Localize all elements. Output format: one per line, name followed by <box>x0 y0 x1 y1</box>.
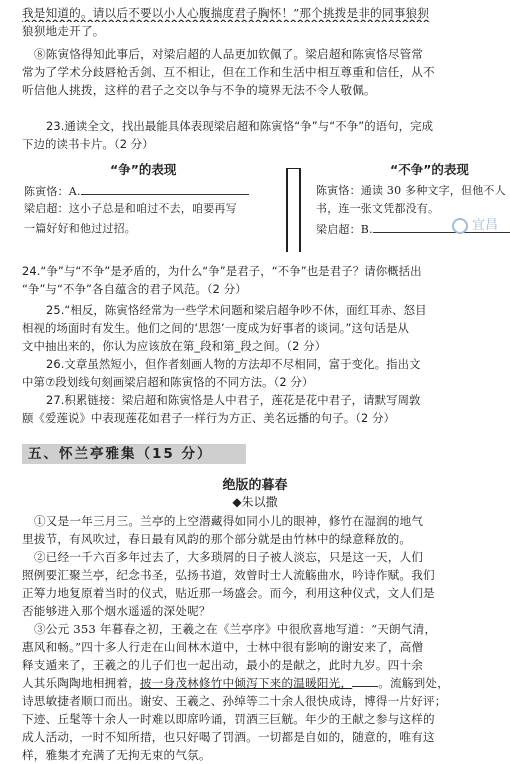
essay-p3-line: 释支遁来了，王羲之的儿子们也一起出动，最小的是献之，此时九岁。四十余 <box>22 658 423 672</box>
essay-p3-line: ③公元 353 年暮春之初，王羲之在《兰亭序》中很欣喜地写道：“天朗气清， <box>34 622 437 636</box>
essay-p2-line: 正筹力地复原着当时的仪式，贴近那一场盛会。而今，利用这种仪式，文人们是 <box>22 586 435 600</box>
question-27-cont: 颐《爱莲说》中表现莲花如君子一样行为方正、美名远播的句子。（2 分） <box>22 411 396 425</box>
watermark-icon <box>452 218 468 234</box>
essay-p1-line: 里拔节，有风吹过，春日最有风韵的那个部分就是由竹林中的绿意释放的。 <box>22 532 412 546</box>
question-25: 25.“相反，陈寅恪经常为一些学术问题和梁启超争吵不休，面红耳赤、怒目 <box>46 303 427 317</box>
section-header: 五、怀兰亭雅集（15 分） <box>22 444 246 464</box>
question-25-cont: 文中抽出来的，你认为应该放在第_段和第_段之间。（2 分） <box>22 339 327 353</box>
underlined-sentence: 我是知道的。请以后不要以小人心腹揣度君子胸怀！”那个挑拨是非的同事狼狈 <box>22 6 430 20</box>
card-left-row-3: 一篇好好和他过过招。 <box>24 222 136 235</box>
card-right-row-2: 书，连一张文凭都没有。 <box>316 202 440 215</box>
essay-p2-line: ②已经一千六百多年过去了，大多琐屑的日子被人淡忘，只是这一天，人们 <box>34 550 424 564</box>
card-left-row-2: 梁启超：这小子总是和咱过不去，咱要再写 <box>24 202 237 215</box>
essay-author: ◆朱以撒 <box>232 495 278 509</box>
essay-p3-line: 惠风和畅。”四十多人行走在山间林木道中，士林中很有影响的谢安来了，高僧 <box>22 640 424 654</box>
text-line: 狼狈地走开了。 <box>22 24 105 38</box>
essay-p2-line: 照例要汇聚兰亭，纪念书圣，弘扬书道，效曾时士人流觞曲水，吟诗作赋。我们 <box>22 568 435 582</box>
essay-p3-line: 样，雅集才充满了无拘无束的气氛。 <box>22 748 211 762</box>
card-divider-left <box>286 168 288 252</box>
question-23: 23.通读全文，找出最能具体表现梁启超和陈寅恪“争”与“不争”的语句，完成 <box>46 119 434 133</box>
question-24-cont: “争”与“不争”各自蕴含的君子风范。（2 分） <box>22 282 247 296</box>
text-line <box>22 4 500 22</box>
paragraph-8-line: ⑧陈寅恪得知此事后，对梁启超的人品更加钦佩了。梁启超和陈寅恪尽管常 <box>34 47 424 61</box>
essay-p3-line: 下迹、丘髦等十余人一时难以即席吟诵，罚酒三巨觥。年少的王献之参与这样的 <box>22 712 435 726</box>
card-right-title: “不争”的表现 <box>390 162 469 177</box>
card-right-row-1: 陈寅恪：通读 30 多种文字，但他不人 <box>316 184 506 197</box>
paragraph-8-line: 听信他人挑拨，这样的君子之交以争与不争的境界无法不令人敬佩。 <box>22 83 376 97</box>
card-right-row-3: 梁启超：B. <box>316 220 510 239</box>
question-23-cont: 下边的读书卡片。（2 分） <box>22 137 154 151</box>
question-27: 27.积累链接：梁启超和陈寅恪是人中君子，莲花是花中君子，请默写周敦 <box>46 393 421 407</box>
watermark-logo: 宜昌 <box>452 214 498 234</box>
answer-blank-a[interactable] <box>81 182 249 195</box>
question-26: 26.文章虽然短小，但作者刻画人物的方法却不尽相同，富于变化。指出文 <box>46 357 421 371</box>
essay-p2-line: 否能够进入那个烟水遥遥的深处呢？ <box>22 604 211 618</box>
question-24: 24.“争”与“不争”是矛盾的，为什么“争”是君子，“不争”也是君子？请你概括出 <box>22 264 422 278</box>
card-divider-right <box>299 168 301 252</box>
card-left-row-1: 陈寅恪：A. <box>24 182 249 201</box>
essay-p1-line: ①又是一年三月三。兰亭的上空潜藏得如同小儿的眼神，修竹在湿润的地气 <box>34 514 424 528</box>
card-top-rule <box>286 168 301 169</box>
essay-p3-line: 诗思敏捷者顺口而出。谢安、王羲之、孙绰等二十余人很快成诗，博得一片好评； <box>22 694 447 708</box>
underlined-phrase: 披一身茂林修竹中倾泻下来的温暖阳光， <box>139 676 353 690</box>
card-left-title: “争”的表现 <box>110 162 177 177</box>
paragraph-8-line: 常为了学术分歧唇枪舌剑、互不相让，但在工作和生活中相互尊重和信任，从不 <box>22 65 435 79</box>
essay-title: 绝版的暮春 <box>222 478 288 493</box>
question-25-cont: 相视的场面时有发生。他们之间的‘思怨’一度成为好事者的谈词。”这句话是从 <box>22 321 409 335</box>
essay-p3-line: 人其乐陶陶地相拥着，披一身茂林修竹中倾泻下来的温暖阳光， 。流觞到处， <box>22 676 450 690</box>
essay-p3-line: 成人活动，一时不知所措，也只好喝了罚酒。一切都是自如的，随意的，唯有这 <box>22 730 435 744</box>
fill-blank[interactable] <box>352 675 378 687</box>
question-26-cont: 中第⑦段划线句刻画梁启超和陈寅恪的不同方法。（2 分） <box>22 375 314 389</box>
